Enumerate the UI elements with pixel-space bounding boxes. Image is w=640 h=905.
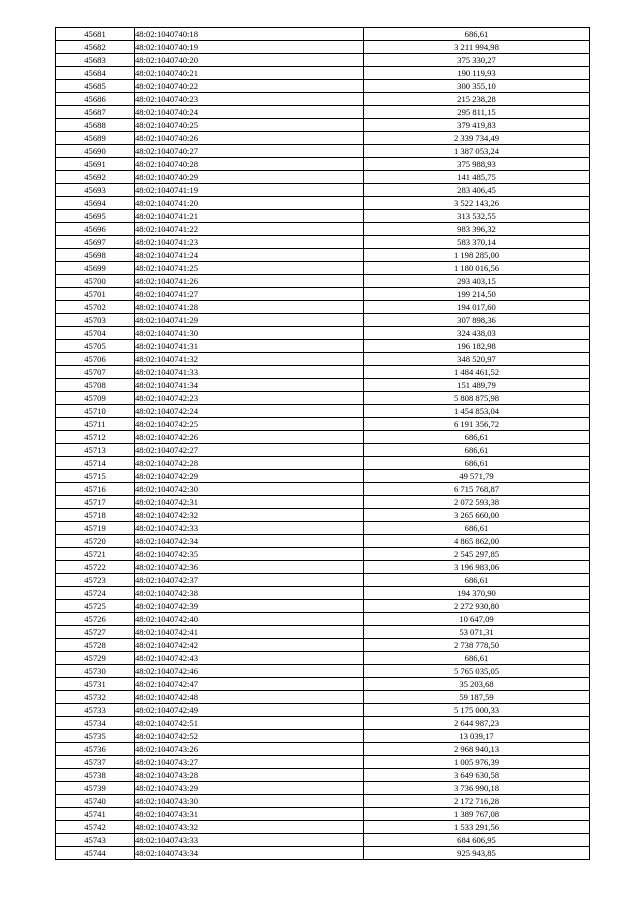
cadastral-number-cell: 48:02:1040741:32 (135, 353, 364, 366)
cadastral-value-cell: 215 238,28 (364, 93, 590, 106)
cadastral-number-cell: 48:02:1040740:22 (135, 80, 364, 93)
table-row (56, 93, 590, 106)
table-row (56, 106, 590, 119)
table-row (56, 171, 590, 184)
row-number-cell: 45733 (56, 704, 135, 717)
table-row (56, 626, 590, 639)
table-row (56, 379, 590, 392)
cadastral-value-cell: 3 196 983,06 (364, 561, 590, 574)
cadastral-value-cell: 324 438,03 (364, 327, 590, 340)
row-number-cell: 45706 (56, 353, 135, 366)
table-row (56, 769, 590, 782)
cadastral-number-cell: 48:02:1040742:41 (135, 626, 364, 639)
cadastral-value-cell: 5 175 000,33 (364, 704, 590, 717)
table-row (56, 366, 590, 379)
row-number-cell: 45681 (56, 28, 135, 41)
row-number-cell: 45716 (56, 483, 135, 496)
table-row (56, 340, 590, 353)
cadastral-number-cell: 48:02:1040740:24 (135, 106, 364, 119)
row-number-cell: 45709 (56, 392, 135, 405)
table-row (56, 535, 590, 548)
table-row (56, 587, 590, 600)
row-number-cell: 45737 (56, 756, 135, 769)
cadastral-number-cell: 48:02:1040741:26 (135, 275, 364, 288)
cadastral-number-cell: 48:02:1040742:46 (135, 665, 364, 678)
row-number-cell: 45730 (56, 665, 135, 678)
cadastral-value-cell: 3 522 143,26 (364, 197, 590, 210)
row-number-cell: 45696 (56, 223, 135, 236)
cadastral-number-cell: 48:02:1040740:26 (135, 132, 364, 145)
table-row (56, 782, 590, 795)
row-number-cell: 45727 (56, 626, 135, 639)
cadastral-value-cell: 3 736 990,18 (364, 782, 590, 795)
cadastral-value-cell: 5 765 035,05 (364, 665, 590, 678)
cadastral-number-cell: 48:02:1040743:27 (135, 756, 364, 769)
cadastral-number-cell: 48:02:1040743:32 (135, 821, 364, 834)
table-row (56, 691, 590, 704)
cadastral-number-cell: 48:02:1040742:42 (135, 639, 364, 652)
cadastral-number-cell: 48:02:1040742:29 (135, 470, 364, 483)
row-number-cell: 45686 (56, 93, 135, 106)
table-row (56, 236, 590, 249)
cadastral-number-cell: 48:02:1040743:33 (135, 834, 364, 847)
cadastral-number-cell: 48:02:1040742:52 (135, 730, 364, 743)
row-number-cell: 45702 (56, 301, 135, 314)
table-row (56, 314, 590, 327)
row-number-cell: 45690 (56, 145, 135, 158)
cadastral-number-cell: 48:02:1040740:19 (135, 41, 364, 54)
cadastral-value-cell: 348 520,97 (364, 353, 590, 366)
row-number-cell: 45691 (56, 158, 135, 171)
cadastral-number-cell: 48:02:1040741:22 (135, 223, 364, 236)
cadastral-value-cell: 379 419,83 (364, 119, 590, 132)
cadastral-number-cell: 48:02:1040740:23 (135, 93, 364, 106)
table-row (56, 288, 590, 301)
row-number-cell: 45685 (56, 80, 135, 93)
table-row (56, 821, 590, 834)
cadastral-value-cell: 6 715 768,87 (364, 483, 590, 496)
cadastral-number-cell: 48:02:1040740:27 (135, 145, 364, 158)
row-number-cell: 45694 (56, 197, 135, 210)
table-row (56, 847, 590, 860)
table-row (56, 249, 590, 262)
table-row (56, 418, 590, 431)
cadastral-value-cell: 686,61 (364, 652, 590, 665)
cadastral-number-cell: 48:02:1040741:28 (135, 301, 364, 314)
table-row (56, 197, 590, 210)
row-number-cell: 45729 (56, 652, 135, 665)
cadastral-value-cell: 6 191 356,72 (364, 418, 590, 431)
cadastral-value-cell: 686,61 (364, 457, 590, 470)
table-row (56, 28, 590, 41)
row-number-cell: 45700 (56, 275, 135, 288)
cadastral-number-cell: 48:02:1040741:25 (135, 262, 364, 275)
row-number-cell: 45708 (56, 379, 135, 392)
row-number-cell: 45743 (56, 834, 135, 847)
cadastral-value-cell: 307 898,36 (364, 314, 590, 327)
table-row (56, 444, 590, 457)
cadastral-value-cell: 190 119,93 (364, 67, 590, 80)
table-row (56, 301, 590, 314)
cadastral-number-cell: 48:02:1040742:34 (135, 535, 364, 548)
cadastral-value-cell: 313 532,55 (364, 210, 590, 223)
row-number-cell: 45715 (56, 470, 135, 483)
cadastral-number-cell: 48:02:1040742:40 (135, 613, 364, 626)
table-row (56, 639, 590, 652)
cadastral-value-cell: 295 811,15 (364, 106, 590, 119)
cadastral-value-cell: 2 738 778,50 (364, 639, 590, 652)
table-row (56, 119, 590, 132)
table-row (56, 470, 590, 483)
row-number-cell: 45710 (56, 405, 135, 418)
table-row (56, 496, 590, 509)
table-row (56, 145, 590, 158)
row-number-cell: 45689 (56, 132, 135, 145)
cadastral-value-cell: 59 187,59 (364, 691, 590, 704)
table-row (56, 652, 590, 665)
cadastral-value-cell: 375 988,93 (364, 158, 590, 171)
cadastral-number-cell: 48:02:1040742:25 (135, 418, 364, 431)
table-row (56, 262, 590, 275)
cadastral-number-cell: 48:02:1040741:33 (135, 366, 364, 379)
cadastral-value-cell: 199 214,50 (364, 288, 590, 301)
table-row (56, 743, 590, 756)
cadastral-number-cell: 48:02:1040742:28 (135, 457, 364, 470)
row-number-cell: 45707 (56, 366, 135, 379)
row-number-cell: 45719 (56, 522, 135, 535)
cadastral-number-cell: 48:02:1040740:28 (135, 158, 364, 171)
cadastral-number-cell: 48:02:1040742:33 (135, 522, 364, 535)
row-number-cell: 45703 (56, 314, 135, 327)
table-row (56, 678, 590, 691)
cadastral-number-cell: 48:02:1040743:26 (135, 743, 364, 756)
cadastral-value-cell: 2 968 940,13 (364, 743, 590, 756)
cadastral-number-cell: 48:02:1040741:24 (135, 249, 364, 262)
table-row (56, 730, 590, 743)
row-number-cell: 45744 (56, 847, 135, 860)
cadastral-value-cell: 3 265 660,00 (364, 509, 590, 522)
row-number-cell: 45736 (56, 743, 135, 756)
cadastral-value-cell: 925 943,85 (364, 847, 590, 860)
cadastral-number-cell: 48:02:1040742:31 (135, 496, 364, 509)
cadastral-value-cell: 4 865 862,00 (364, 535, 590, 548)
table-row (56, 327, 590, 340)
table-row (56, 665, 590, 678)
row-number-cell: 45713 (56, 444, 135, 457)
cadastral-value-cell: 2 272 930,80 (364, 600, 590, 613)
table-row (56, 483, 590, 496)
table-row (56, 54, 590, 67)
row-number-cell: 45693 (56, 184, 135, 197)
cadastral-value-cell: 1 389 767,08 (364, 808, 590, 821)
cadastral-value-cell: 686,61 (364, 522, 590, 535)
row-number-cell: 45725 (56, 600, 135, 613)
cadastral-number-cell: 48:02:1040742:43 (135, 652, 364, 665)
row-number-cell: 45724 (56, 587, 135, 600)
cadastral-value-cell: 1 387 053,24 (364, 145, 590, 158)
cadastral-value-cell: 141 485,75 (364, 171, 590, 184)
cadastral-value-cell: 375 330,27 (364, 54, 590, 67)
cadastral-value-cell: 3 649 630,58 (364, 769, 590, 782)
cadastral-number-cell: 48:02:1040743:29 (135, 782, 364, 795)
cadastral-number-cell: 48:02:1040742:23 (135, 392, 364, 405)
cadastral-value-cell: 3 211 994,98 (364, 41, 590, 54)
cadastral-number-cell: 48:02:1040743:28 (135, 769, 364, 782)
row-number-cell: 45739 (56, 782, 135, 795)
table-row (56, 158, 590, 171)
cadastral-number-cell: 48:02:1040743:34 (135, 847, 364, 860)
cadastral-value-cell: 686,61 (364, 28, 590, 41)
cadastral-value-cell: 35 203,68 (364, 678, 590, 691)
row-number-cell: 45692 (56, 171, 135, 184)
cadastral-number-cell: 48:02:1040740:25 (135, 119, 364, 132)
table-row (56, 561, 590, 574)
row-number-cell: 45701 (56, 288, 135, 301)
row-number-cell: 45734 (56, 717, 135, 730)
cadastral-number-cell: 48:02:1040741:29 (135, 314, 364, 327)
cadastral-number-cell: 48:02:1040741:27 (135, 288, 364, 301)
table-row (56, 41, 590, 54)
table-row (56, 717, 590, 730)
cadastral-number-cell: 48:02:1040742:30 (135, 483, 364, 496)
cadastral-value-cell: 1 180 016,56 (364, 262, 590, 275)
table-row (56, 574, 590, 587)
row-number-cell: 45721 (56, 548, 135, 561)
cadastral-value-cell: 151 489,79 (364, 379, 590, 392)
table-row (56, 431, 590, 444)
cadastral-value-cell: 293 403,15 (364, 275, 590, 288)
row-number-cell: 45698 (56, 249, 135, 262)
cadastral-value-cell: 686,61 (364, 574, 590, 587)
cadastral-number-cell: 48:02:1040742:36 (135, 561, 364, 574)
row-number-cell: 45687 (56, 106, 135, 119)
row-number-cell: 45714 (56, 457, 135, 470)
cadastral-value-cell: 5 808 875,98 (364, 392, 590, 405)
cadastral-number-cell: 48:02:1040741:19 (135, 184, 364, 197)
cadastral-number-cell: 48:02:1040741:20 (135, 197, 364, 210)
cadastral-value-cell: 194 370,90 (364, 587, 590, 600)
cadastral-number-cell: 48:02:1040742:39 (135, 600, 364, 613)
cadastral-value-cell: 49 571,79 (364, 470, 590, 483)
cadastral-number-cell: 48:02:1040740:21 (135, 67, 364, 80)
row-number-cell: 45732 (56, 691, 135, 704)
cadastral-number-cell: 48:02:1040740:29 (135, 171, 364, 184)
row-number-cell: 45697 (56, 236, 135, 249)
cadastral-value-cell: 1 198 285,00 (364, 249, 590, 262)
cadastral-number-cell: 48:02:1040743:30 (135, 795, 364, 808)
table-row (56, 795, 590, 808)
row-number-cell: 45682 (56, 41, 135, 54)
cadastral-value-cell: 686,61 (364, 444, 590, 457)
cadastral-number-cell: 48:02:1040742:37 (135, 574, 364, 587)
table-row (56, 80, 590, 93)
row-number-cell: 45731 (56, 678, 135, 691)
cadastral-number-cell: 48:02:1040742:38 (135, 587, 364, 600)
row-number-cell: 45688 (56, 119, 135, 132)
cadastral-number-cell: 48:02:1040742:35 (135, 548, 364, 561)
cadastral-value-cell: 1 484 461,52 (364, 366, 590, 379)
cadastral-number-cell: 48:02:1040743:31 (135, 808, 364, 821)
cadastral-value-cell: 1 454 853,04 (364, 405, 590, 418)
cadastral-number-cell: 48:02:1040740:20 (135, 54, 364, 67)
cadastral-value-cell: 2 172 716,28 (364, 795, 590, 808)
row-number-cell: 45705 (56, 340, 135, 353)
row-number-cell: 45699 (56, 262, 135, 275)
table-row (56, 704, 590, 717)
cadastral-number-cell: 48:02:1040742:51 (135, 717, 364, 730)
cadastral-value-cell: 2 545 297,85 (364, 548, 590, 561)
row-number-cell: 45738 (56, 769, 135, 782)
row-number-cell: 45726 (56, 613, 135, 626)
cadastral-number-cell: 48:02:1040742:27 (135, 444, 364, 457)
cadastral-value-cell: 983 396,32 (364, 223, 590, 236)
table-row (56, 405, 590, 418)
cadastral-value-table (55, 27, 590, 860)
cadastral-value-cell: 583 370,14 (364, 236, 590, 249)
table-row (56, 353, 590, 366)
cadastral-value-cell: 10 647,09 (364, 613, 590, 626)
table-row (56, 184, 590, 197)
cadastral-number-cell: 48:02:1040742:24 (135, 405, 364, 418)
row-number-cell: 45741 (56, 808, 135, 821)
cadastral-number-cell: 48:02:1040741:23 (135, 236, 364, 249)
table-row (56, 392, 590, 405)
table-row (56, 522, 590, 535)
cadastral-number-cell: 48:02:1040741:34 (135, 379, 364, 392)
table-row (56, 509, 590, 522)
row-number-cell: 45711 (56, 418, 135, 431)
cadastral-number-cell: 48:02:1040742:32 (135, 509, 364, 522)
cadastral-value-cell: 2 072 593,38 (364, 496, 590, 509)
row-number-cell: 45695 (56, 210, 135, 223)
row-number-cell: 45728 (56, 639, 135, 652)
cadastral-value-cell: 684 606,95 (364, 834, 590, 847)
cadastral-value-cell: 2 644 987,23 (364, 717, 590, 730)
cadastral-value-cell: 194 017,60 (364, 301, 590, 314)
cadastral-value-cell: 13 039,17 (364, 730, 590, 743)
cadastral-number-cell: 48:02:1040742:26 (135, 431, 364, 444)
table-row (56, 275, 590, 288)
row-number-cell: 45718 (56, 509, 135, 522)
row-number-cell: 45735 (56, 730, 135, 743)
cadastral-value-cell: 196 182,98 (364, 340, 590, 353)
cadastral-number-cell: 48:02:1040742:48 (135, 691, 364, 704)
table-row (56, 132, 590, 145)
table-row (56, 67, 590, 80)
cadastral-number-cell: 48:02:1040742:47 (135, 678, 364, 691)
row-number-cell: 45720 (56, 535, 135, 548)
cadastral-value-cell: 686,61 (364, 431, 590, 444)
table-row (56, 613, 590, 626)
row-number-cell: 45684 (56, 67, 135, 80)
cadastral-value-cell: 2 339 734,49 (364, 132, 590, 145)
table-row (56, 210, 590, 223)
table-row (56, 457, 590, 470)
cadastral-number-cell: 48:02:1040741:30 (135, 327, 364, 340)
table-body (56, 28, 590, 860)
table-row (56, 548, 590, 561)
table-row (56, 834, 590, 847)
cadastral-value-cell: 1 533 291,56 (364, 821, 590, 834)
table-row (56, 223, 590, 236)
row-number-cell: 45683 (56, 54, 135, 67)
cadastral-number-cell: 48:02:1040740:18 (135, 28, 364, 41)
row-number-cell: 45704 (56, 327, 135, 340)
row-number-cell: 45723 (56, 574, 135, 587)
cadastral-number-cell: 48:02:1040742:49 (135, 704, 364, 717)
table-row (56, 600, 590, 613)
row-number-cell: 45722 (56, 561, 135, 574)
cadastral-value-cell: 300 355,10 (364, 80, 590, 93)
row-number-cell: 45712 (56, 431, 135, 444)
table-row (56, 808, 590, 821)
row-number-cell: 45717 (56, 496, 135, 509)
cadastral-number-cell: 48:02:1040741:31 (135, 340, 364, 353)
cadastral-value-cell: 283 406,45 (364, 184, 590, 197)
cadastral-value-cell: 53 071,31 (364, 626, 590, 639)
cadastral-number-cell: 48:02:1040741:21 (135, 210, 364, 223)
row-number-cell: 45742 (56, 821, 135, 834)
table-row (56, 756, 590, 769)
cadastral-value-cell: 1 005 976,39 (364, 756, 590, 769)
row-number-cell: 45740 (56, 795, 135, 808)
